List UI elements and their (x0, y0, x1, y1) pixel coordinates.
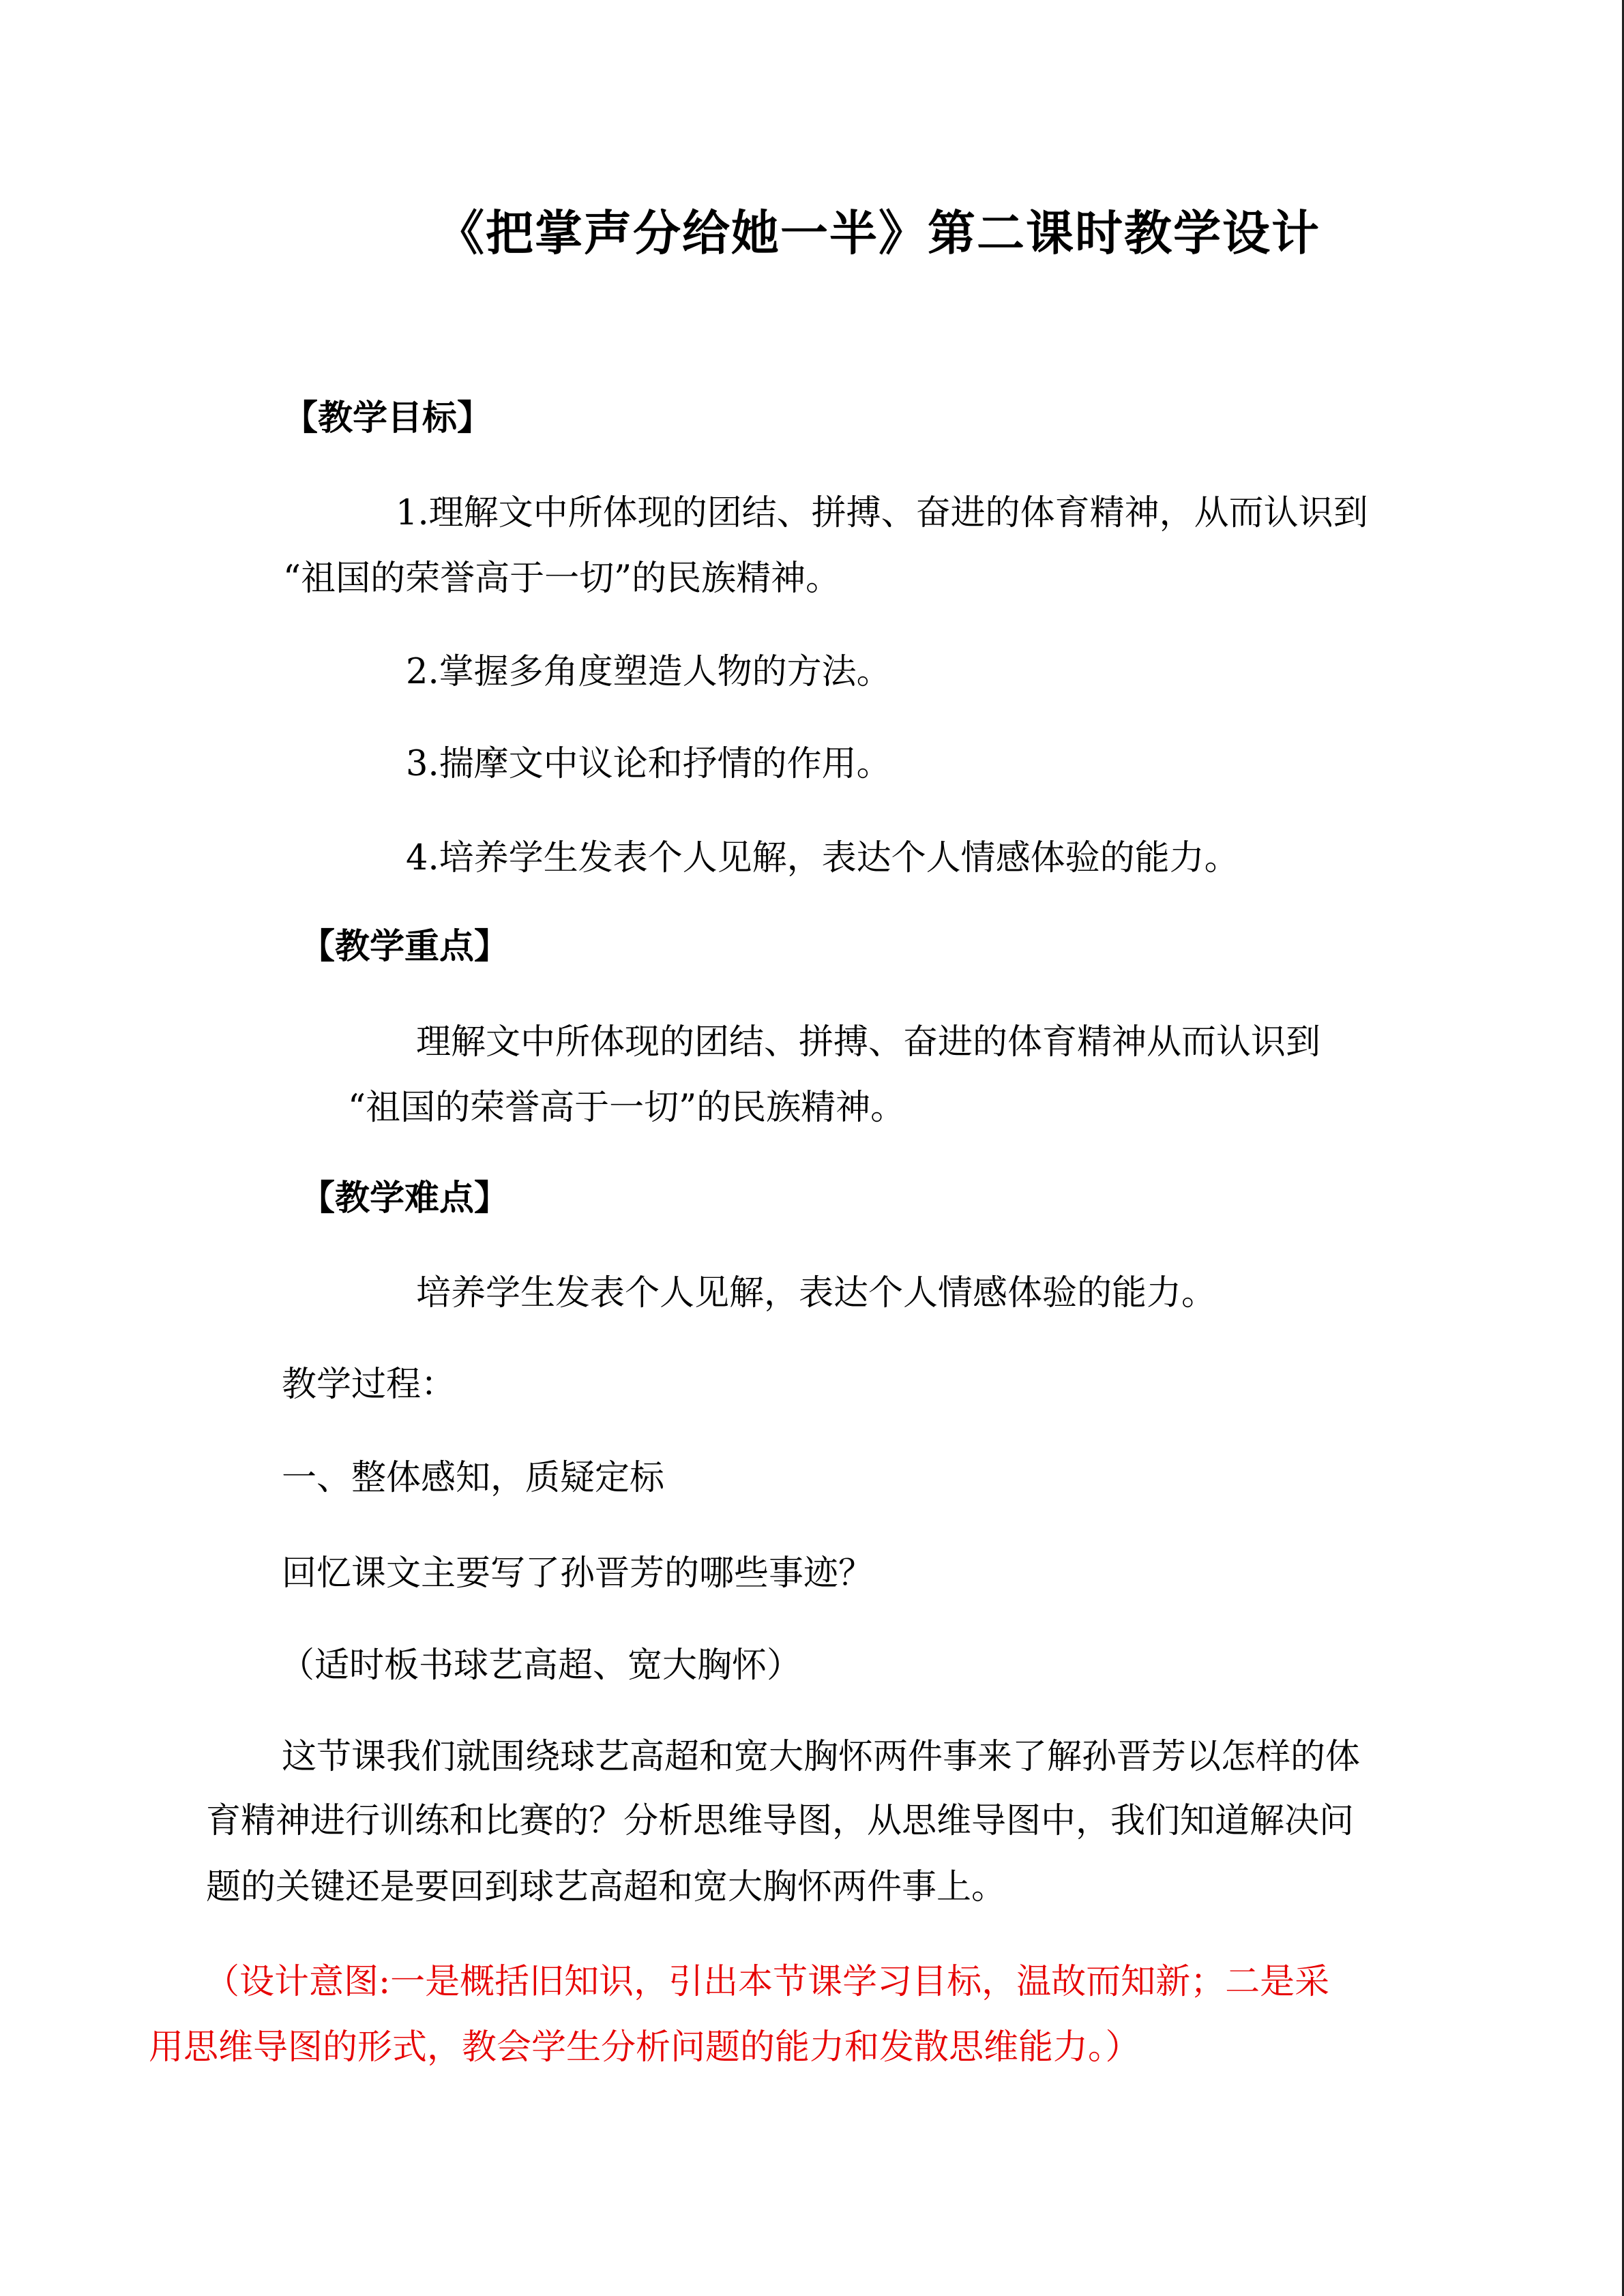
lesson-paragraph-line-2: 育精神进行训练和比赛的？分析思维导图，从思维导图中，我们知道解决问 (206, 1801, 1355, 1841)
board-note: （适时板书球艺高超、宽大胸怀） (280, 1645, 802, 1686)
section-1-heading: 一、整体感知，质疑定标 (282, 1458, 665, 1498)
design-intent-line-2: 用思维导图的形式，教会学生分析问题的能力和发散思维能力。） (149, 2027, 1140, 2068)
objectives-heading: 【教学目标】 (283, 398, 492, 438)
objective-3: 3.揣摩文中议论和抒情的作用。 (406, 744, 891, 784)
process-label: 教学过程： (282, 1365, 456, 1405)
objective-4: 4.培养学生发表个人见解，表达个人情感体验的能力。 (406, 838, 1239, 878)
design-intent-line-1: （设计意图:一是概括旧知识，引出本节课学习目标，温故而知新；二是采 (205, 1962, 1330, 2002)
key-point-line-2: “祖国的荣誉高于一切”的民族精神。 (348, 1088, 906, 1128)
objective-1-line-1: 1.理解文中所体现的团结、拼搏、奋进的体育精神，从而认识到 (396, 493, 1368, 533)
difficulty-line-1: 培养学生发表个人见解，表达个人情感体验的能力。 (416, 1273, 1217, 1313)
objective-1-line-2: “祖国的荣誉高于一切”的民族精神。 (283, 558, 841, 599)
lesson-paragraph-line-3: 题的关键还是要回到球艺高超和宽大胸怀两件事上。 (206, 1867, 1007, 1907)
key-point-line-1: 理解文中所体现的团结、拼搏、奋进的体育精神从而认识到 (416, 1022, 1321, 1062)
page-title: 《把掌声分给她一半》第二课时教学设计 (437, 205, 1320, 261)
lesson-paragraph-line-1: 这节课我们就围绕球艺高超和宽大胸怀两件事来了解孙晋芳以怎样的体 (282, 1737, 1361, 1777)
difficulty-heading: 【教学难点】 (300, 1178, 510, 1219)
key-point-heading: 【教学重点】 (300, 927, 510, 967)
objective-2: 2.掌握多角度塑造人物的方法。 (406, 652, 891, 692)
recall-question: 回忆课文主要写了孙晋芳的哪些事迹？ (282, 1553, 874, 1594)
